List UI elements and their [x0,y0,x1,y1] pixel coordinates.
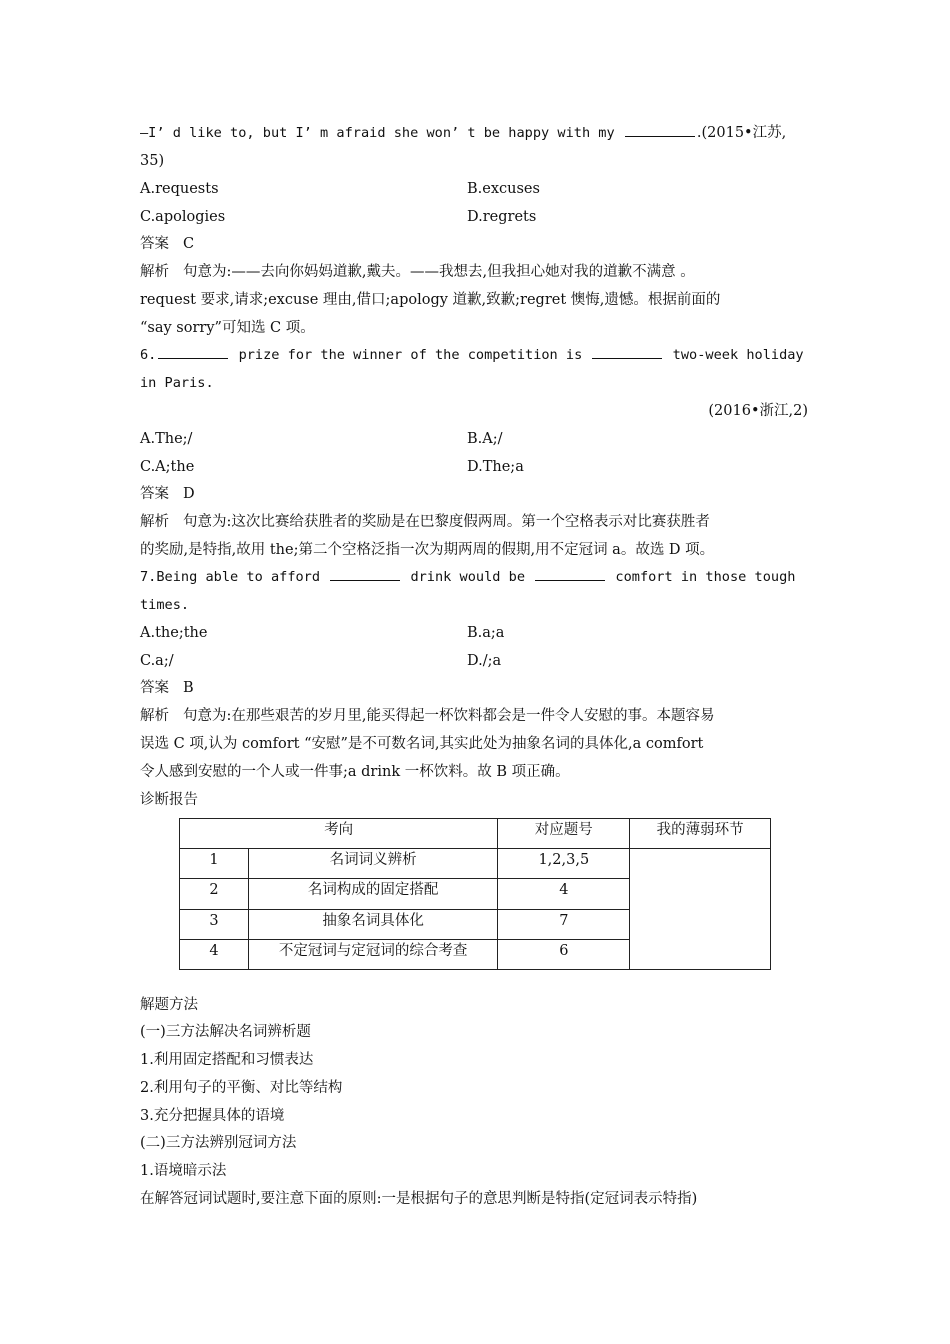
q6-answer: 答案 D [140,486,195,502]
q7-blank-2 [535,567,605,581]
q6-blank-2 [592,345,662,359]
q6-stem-line2: in Paris. [140,375,214,391]
methods-section-1-item-2: 2.利用句子的平衡、对比等结构 [140,1080,343,1096]
q5-option-d: D.regrets [467,209,537,225]
q5-option-a: A.requests [140,181,219,197]
row-topic: 名词构成的固定搭配 [248,879,498,909]
report-title: 诊断报告 [140,792,198,808]
q6-blank-1 [158,345,228,359]
row-topic: 名词词义辨析 [248,849,498,879]
row-question-nums: 6 [498,939,630,969]
row-question-nums: 1,2,3,5 [498,849,630,879]
methods-section-2-paragraph: 在解答冠词试题时,要注意下面的原则:一是根据句子的意思判断是特指(定冠词表示特指) [140,1191,698,1207]
q5-analysis-line3: “say sorry”可知选 C 项。 [140,320,315,336]
q5-stem-line2: 35) [140,153,165,169]
row-index: 1 [180,849,249,879]
methods-section-1-item-1: 1.利用固定搭配和习惯表达 [140,1052,314,1068]
row-question-nums: 7 [498,909,630,939]
q6-option-a: A.The;/ [140,431,193,447]
q7-blank-1 [330,567,400,581]
methods-section-2-item-1: 1.语境暗示法 [140,1163,227,1179]
q6-option-b: B.A;/ [467,431,503,447]
header-weak-points: 我的薄弱环节 [630,819,771,849]
row-index: 3 [180,909,249,939]
q7-analysis-line2: 误选 C 项,认为 comfort “安慰”是不可数名词,其实此处为抽象名词的具体化,a comfort [140,736,704,752]
report-table [179,818,771,970]
q7-stem-line2: times. [140,597,190,613]
row-index: 2 [180,879,249,909]
row-topic: 抽象名词具体化 [248,909,498,939]
q5-analysis-line1: 解析 句意为:——去向你妈妈道歉,戴夫。——我想去,但我担心她对我的道歉不满意 。 [140,264,695,280]
q7-option-d: D./;a [467,653,502,669]
row-question-nums: 4 [498,879,630,909]
q6-option-d: D.The;a [467,459,524,475]
methods-section-1-item-3: 3.充分把握具体的语境 [140,1108,285,1124]
header-question-nums: 对应题号 [498,819,630,849]
q7-analysis-line3: 令人感到安慰的一个人或一件事;a drink 一杯饮料。故 B 项正确。 [140,764,570,780]
q5-option-b: B.excuses [467,181,540,197]
table-header-row [180,819,771,849]
methods-section-2: (二)三方法辨别冠词方法 [140,1135,297,1151]
q7-analysis-line1: 解析 句意为:在那些艰苦的岁月里,能买得起一杯饮料都会是一件令人安慰的事。本题容易 [140,708,715,724]
q5-stem-line1: —I’ d like to, but I’ m afraid she won’ t be happy with my .(2015•江苏, [140,125,787,141]
q6-option-c: C.A;the [140,459,195,475]
q6-analysis-line2: 的奖励,是特指,故用 the;第二个空格泛指一次为期两周的假期,用不定冠词 a。故选 D 项。 [140,542,715,558]
q5-analysis-line2: request 要求,请求;excuse 理由,借口;apology 道歉,致歉;regret 懊悔,遗憾。根据前面的 [140,292,721,308]
q6-stem-line1: 6. prize for the winner of the competition is two-week holiday [140,347,804,363]
q7-option-a: A.the;the [140,625,208,641]
q6-source: (2016•浙江,2) [708,403,808,419]
row-topic: 不定冠词与定冠词的综合考查 [248,939,498,969]
row-index: 4 [180,939,249,969]
q5-answer: 答案 C [140,236,195,252]
q7-option-c: C.a;/ [140,653,174,669]
weak-points-cell [630,849,771,970]
q6-analysis-line1: 解析 句意为:这次比赛给获胜者的奖励是在巴黎度假两周。第一个空格表示对比赛获胜者 [140,514,710,530]
q7-option-b: B.a;a [467,625,505,641]
q7-answer: 答案 B [140,680,194,696]
table-row [180,849,771,879]
methods-title: 解题方法 [140,997,198,1013]
q7-stem-line1: 7.Being able to afford drink would be comfort in those tough [140,569,796,585]
q5-blank [625,123,695,137]
methods-section-1: (一)三方法解决名词辨析题 [140,1024,311,1040]
header-topic: 考向 [180,819,498,849]
q5-option-c: C.apologies [140,209,226,225]
